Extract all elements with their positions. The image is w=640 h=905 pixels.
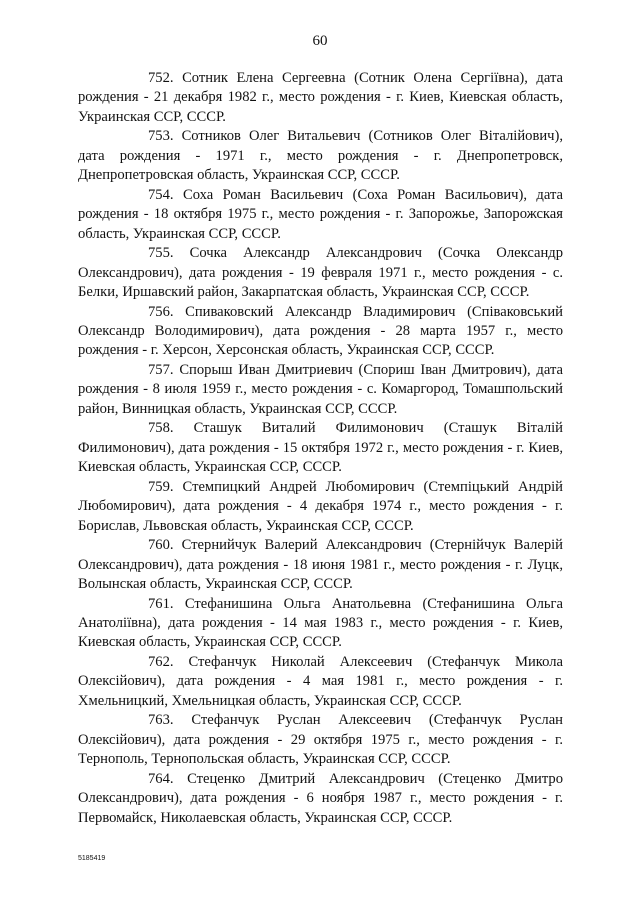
list-item (78, 303, 563, 361)
list-item (78, 361, 563, 419)
entry-number: 758. (148, 420, 174, 437)
entry-text: Сташук Виталий Филимонович (Сташук Віталій Филимонович), дата рождения - 15 октября 1972 г., место рождения - г. Киев, Киевская область, Украинская ССР, СССР. (78, 420, 563, 476)
entry-text: Стефанчук Николай Алексеевич (Стефанчук Микола Олексійович), дата рождения - 4 мая 1981 г., место рождения - г. Хмельницкий, Хмельницкая область, Украинская ССР, СССР. (78, 654, 563, 709)
page-number: 60 (312, 33, 328, 49)
entry-number: 755. (148, 245, 174, 262)
list-item (78, 536, 563, 594)
entry-number: 763. (148, 712, 174, 729)
entry-text: Спиваковский Александр Владимирович (Співаковський Олександр Володимирович), дата рождения - 28 марта 1957 г., место рождения - г. Херсон, Херсонская область, Украинская ССР, СССР. (78, 303, 563, 359)
document-code: 5185419 (78, 855, 106, 862)
entry-text: Стемпицкий Андрей Любомирович (Стемпіцький Андрій Любомирович), дата рождения - 4 декабря 1974 г., место рождения - г. Борислав, Львовская область, Украинская ССР, СССР. (78, 478, 563, 534)
list-item (78, 595, 563, 653)
entry-text: Стефанишина Ольга Анатольевна (Стефанишина Ольга Анатоліївна), дата рождения - 14 мая 1983 г., место рождения - г. Киев, Киевская область, Украинская ССР, СССР. (78, 595, 563, 651)
entry-number: 759. (148, 478, 174, 495)
entry-text: Сотников Олег Витальевич (Сотников Олег Віталійович), дата рождения - 1971 г., место рождения - г. Днепропетровск, Днепропетровская область, Украинская ССР, СССР. (78, 128, 563, 184)
entry-number: 752. (148, 70, 174, 86)
list-item (78, 770, 563, 828)
entry-text: Сотник Елена Сергеевна (Сотник Олена Сергіївна), дата рождения - 21 декабря 1982 г., место рождения - г. Киев, Киевская область, Украинская ССР, СССР. (78, 70, 563, 125)
entry-text: Спорыш Иван Дмитриевич (Спориш Іван Дмитрович), дата рождения - 8 июля 1959 г., место рождения - с. Комаргород, Томашпольский район, Винницкая область, Украинская ССР, СССР. (78, 362, 563, 417)
entry-number: 760. (148, 537, 174, 554)
entry-text: Соха Роман Васильевич (Соха Роман Васильович), дата рождения - 18 октября 1975 г., место рождения - г. Запорожье, Запорожская область, Украинская ССР, СССР. (78, 186, 563, 242)
entry-number: 754. (148, 186, 174, 203)
list-item (78, 69, 563, 127)
entry-text: Сочка Александр Александрович (Сочка Олександр Олександрович), дата рождения - 19 февраля 1971 г., место рождения - с. Белки, Иршавский район, Закарпатская область, Украинская ССР, СССР. (78, 245, 563, 301)
entry-number: 753. (148, 128, 174, 145)
list-item (78, 711, 563, 769)
entry-text: Стефанчук Руслан Алексеевич (Стефанчук Руслан Олексійович), дата рождения - 29 октября 1975 г., место рождения - г. Тернополь, Тернопольская область, Украинская ССР, СССР. (78, 712, 563, 768)
list-item (78, 186, 563, 244)
entry-number: 757. (148, 362, 174, 379)
list-item (78, 478, 563, 536)
entry-number: 764. (148, 770, 174, 787)
entry-list (78, 69, 563, 828)
entry-number: 762. (148, 654, 174, 671)
list-item (78, 419, 563, 477)
entry-text: Стеценко Дмитрий Александрович (Стеценко Дмитро Олександрович), дата рождения - 6 ноября 1987 г., место рождения - г. Первомайск, Николаевская область, Украинская ССР, СССР. (78, 770, 563, 826)
list-item (78, 653, 563, 711)
list-item (78, 127, 563, 185)
entry-number: 756. (148, 303, 174, 320)
entry-number: 761. (148, 595, 174, 612)
list-item (78, 244, 563, 302)
entry-text: Стернийчук Валерий Александрович (Стернійчук Валерій Олександрович), дата рождения - 18 июня 1981 г., место рождения - г. Луцк, Волынская область, Украинская ССР, СССР. (78, 537, 563, 593)
